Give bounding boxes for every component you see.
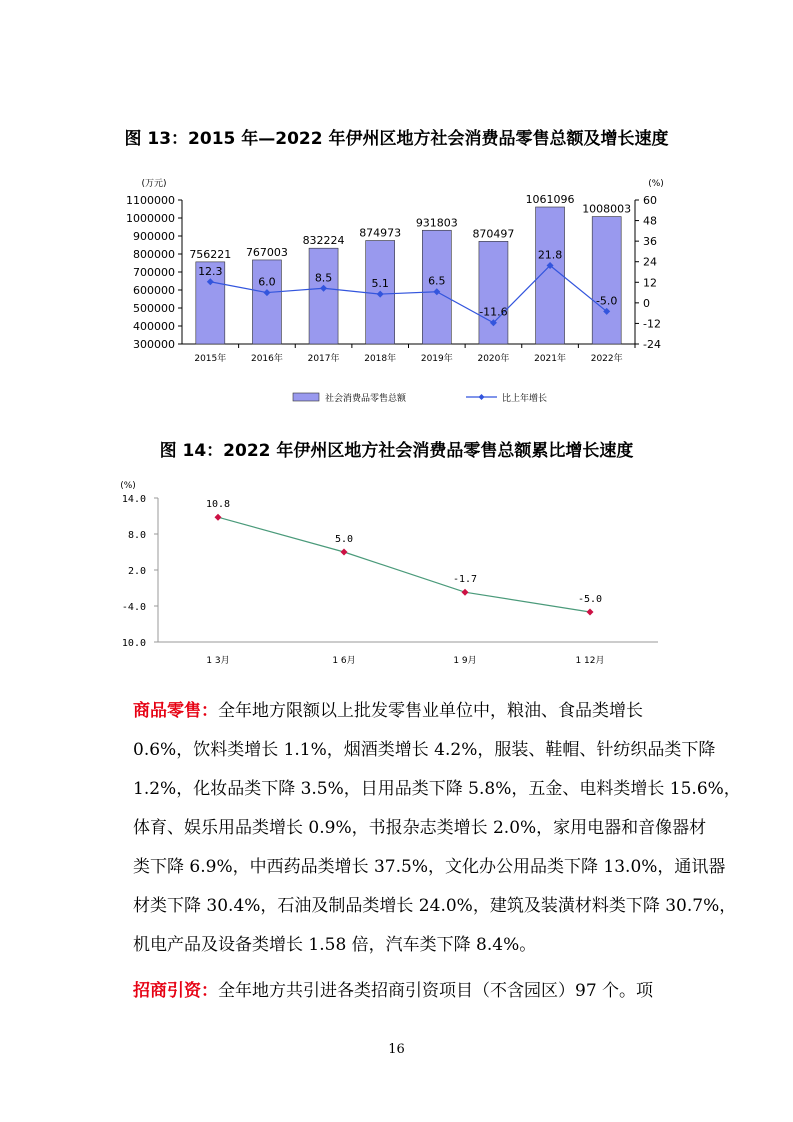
left-tick-label: 800000 [133, 248, 175, 261]
growth-value-label: 8.5 [314, 271, 333, 285]
left-tick-label: 600000 [133, 284, 175, 297]
text-line [133, 813, 713, 838]
text-line [133, 930, 713, 955]
right-tick-label: 12 [643, 276, 657, 290]
bar-value-label: 1061096 [525, 193, 575, 207]
growth-value-label: 12.3 [198, 264, 223, 278]
trend-point [341, 549, 348, 556]
page-number: 16 [388, 1042, 405, 1057]
y-tick-label: 2.0 [127, 566, 146, 577]
y-tick-label: -4.0 [121, 602, 146, 613]
y-tick-label: 10.0 [121, 638, 146, 649]
section-lead: 招商引资： [133, 981, 218, 1001]
bar-value-label: 1008003 [582, 202, 632, 216]
x-tick-label: 2021年 [534, 354, 567, 364]
text-content: 机电产品及设备类增长 1.58 倍，汽车类下降 8.4%。 [133, 935, 537, 955]
left-tick-label: 500000 [133, 302, 175, 315]
x-tick-label: 1 3月 [206, 656, 230, 666]
text-content: 材类下降 30.4%，石油及制品类增长 24.0%，建筑及装潢材料类下降 30.7%， [133, 896, 737, 916]
right-tick-label: -12 [643, 317, 661, 331]
trend-value-label: 5.0 [334, 534, 354, 545]
growth-value-label: -11.6 [479, 305, 508, 319]
trend-value-label: 10.8 [205, 499, 231, 511]
bar-value-label: 931803 [415, 216, 458, 230]
bar-value-label: 874973 [359, 226, 402, 240]
chart13-title: 图 13：2015 年—2022 年伊州区地方社会消费品零售总额及增长速度 [124, 129, 669, 149]
x-tick-label: 2019年 [420, 354, 453, 364]
text-content: 体育、娱乐用品类增长 0.9%，书报杂志类增长 2.0%，家用电器和音像器材 [133, 818, 707, 838]
right-tick-label: 0 [643, 296, 650, 310]
text-line [133, 852, 726, 877]
legend-line-label: 比上年增长 [502, 394, 548, 404]
text-line [133, 735, 716, 760]
x-tick-label: 1 9月 [453, 656, 477, 666]
text-content: 1.2%，化妆品类下降 3.5%，日用品类下降 5.8%，五金、电料类增长 15.6%， [133, 779, 741, 799]
text-line [133, 891, 737, 916]
bar-value-label: 767003 [245, 245, 288, 259]
text-content: 全年地方共引进各类招商引资项目（不含园区）97 个。项 [218, 981, 654, 1001]
right-tick-label: 36 [643, 235, 657, 249]
growth-value-label: 21.8 [537, 248, 563, 262]
growth-value-label: -5.0 [595, 294, 618, 308]
left-tick-label: 700000 [133, 266, 175, 279]
left-axis-unit: (万元) [141, 179, 167, 189]
y-tick-label: 14.0 [121, 494, 146, 505]
trend-line [218, 517, 590, 612]
text-line [133, 976, 713, 1001]
text-line [133, 696, 713, 721]
text-content: 类下降 6.9%，中西药品类增长 37.5%，文化办公用品类下降 13.0%，通讯器 [133, 857, 726, 877]
section-lead: 商品零售： [133, 701, 218, 721]
trend-point [215, 514, 222, 521]
trend-point [587, 609, 594, 616]
x-tick-label: 1 6月 [332, 656, 356, 666]
right-tick-label: 24 [643, 255, 657, 269]
left-tick-label: 300000 [133, 338, 175, 351]
x-tick-label: 2016年 [250, 354, 283, 364]
bar-value-label: 832224 [302, 234, 345, 248]
x-tick-label: 1 12月 [575, 656, 605, 666]
right-tick-label: -24 [643, 338, 661, 351]
right-axis-unit: (%) [648, 179, 664, 189]
trend-value-label: -1.7 [452, 574, 478, 586]
right-tick-label: 60 [643, 194, 657, 207]
text-line [133, 774, 741, 799]
trend-value-label: -5.0 [577, 594, 603, 605]
growth-value-label: 5.1 [371, 277, 389, 291]
bar-value-label: 756221 [189, 247, 232, 261]
x-tick-label: 2022年 [590, 354, 623, 364]
y-axis-unit: (%) [120, 481, 136, 491]
legend-bar-label: 社会消费品零售总额 [325, 394, 407, 404]
x-tick-label: 2015年 [194, 354, 227, 364]
x-tick-label: 2018年 [364, 354, 397, 364]
bar-value-label: 870497 [472, 227, 515, 241]
left-tick-label: 900000 [133, 230, 175, 243]
left-tick-label: 400000 [133, 320, 175, 333]
growth-value-label: 6.0 [258, 275, 276, 289]
growth-value-label: 6.5 [428, 274, 446, 288]
chart14-title: 图 14：2022 年伊州区地方社会消费品零售总额累比增长速度 [159, 441, 634, 461]
text-content: 全年地方限额以上批发零售业单位中，粮油、食品类增长 [218, 701, 643, 721]
left-tick-label: 1100000 [126, 194, 175, 207]
x-tick-label: 2020年 [477, 354, 510, 364]
right-tick-label: 48 [643, 214, 657, 228]
text-content: 0.6%，饮料类增长 1.1%，烟酒类增长 4.2%，服装、鞋帽、针纺织品类下降 [133, 740, 716, 760]
x-tick-label: 2017年 [307, 354, 340, 364]
trend-point [462, 589, 469, 596]
left-tick-label: 1000000 [126, 212, 175, 225]
y-tick-label: 8.0 [127, 530, 146, 541]
